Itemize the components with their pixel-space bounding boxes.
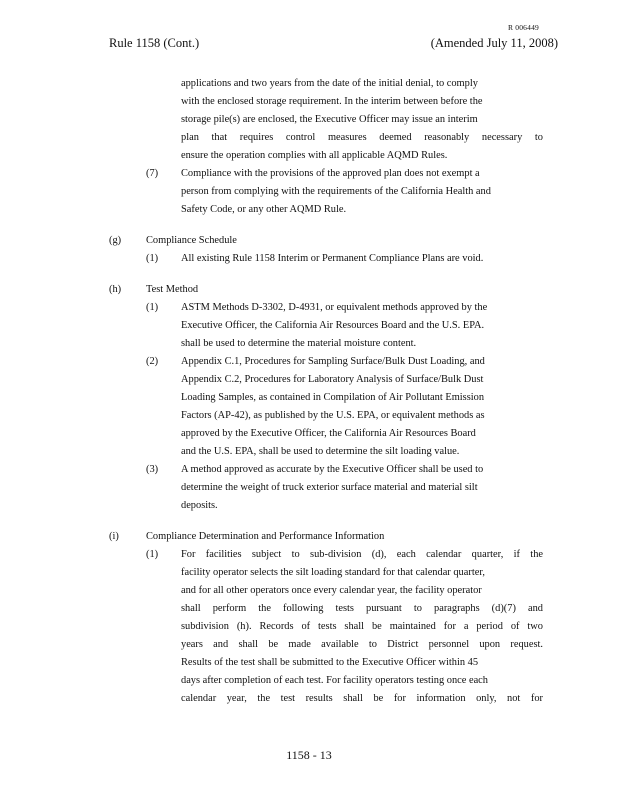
body-line: All existing Rule 1158 Interim or Permanent Compliance Plans are void.: [181, 253, 484, 264]
body-line: calendar year, the test results shall be for information only, not for: [181, 693, 543, 704]
body-line: subdivision (h). Records of tests shall be maintained for a period of two: [181, 621, 543, 632]
body-line: Factors (AP-42), as published by the U.S. EPA, or equivalent methods as: [181, 410, 485, 421]
subdivision-label: (g): [109, 235, 122, 246]
body-line: Loading Samples, as contained in Compilation of Air Pollutant Emission: [181, 392, 485, 403]
rule-continued-header: Rule 1158 (Cont.): [109, 36, 200, 50]
body-line: deposits.: [181, 500, 218, 511]
body-line: determine the weight of truck exterior surface material and material silt: [181, 482, 478, 493]
body-line: facility operator selects the silt loading standard for that calendar quarter,: [181, 567, 485, 578]
body-line: shall be used to determine the material moisture content.: [181, 338, 417, 349]
paragraph-number: (1): [146, 253, 159, 264]
body-line: person from complying with the requirements of the California Health and: [181, 186, 491, 197]
body-line: Results of the test shall be submitted to the Executive Officer within 45: [181, 657, 479, 668]
subdivision-label: (h): [109, 284, 122, 295]
body-line: ensure the operation complies with all applicable AQMD Rules.: [181, 150, 448, 161]
body-line: and the U.S. EPA, shall be used to determine the silt loading value.: [181, 446, 460, 457]
body-line: applications and two years from the date of the initial denial, to comply: [181, 78, 478, 89]
section-heading: Compliance Determination and Performance Information: [146, 531, 385, 542]
body-line: Appendix C.2, Procedures for Laboratory Analysis of Surface/Bulk Dust: [181, 374, 484, 385]
subdivision-label: (i): [109, 531, 119, 542]
body-line: days after completion of each test. For facility operators testing once each: [181, 675, 488, 686]
body-line: shall perform the following tests pursuant to paragraphs (d)(7) and: [181, 603, 543, 614]
body-line: Compliance with the provisions of the approved plan does not exempt a: [181, 168, 480, 179]
body-line: For facilities subject to sub-division (d), each calendar quarter, if the: [181, 549, 543, 560]
section-heading: Compliance Schedule: [146, 235, 237, 246]
section-heading: Test Method: [146, 284, 199, 295]
body-line: Executive Officer, the California Air Resources Board and the U.S. EPA.: [181, 320, 485, 331]
body-line: Appendix C.1, Procedures for Sampling Surface/Bulk Dust Loading, and: [181, 356, 485, 367]
paragraph-number: (7): [146, 168, 159, 179]
body-line: ASTM Methods D-3302, D-4931, or equivalent methods approved by the: [181, 302, 488, 313]
paragraph-number: (3): [146, 464, 159, 475]
body-line: and for all other operators once every calendar year, the facility operator: [181, 585, 482, 596]
paragraph-number: (1): [146, 549, 159, 560]
body-line: years and shall be made available to District personnel upon request.: [181, 639, 543, 650]
body-line: Safety Code, or any other AQMD Rule.: [181, 204, 347, 215]
body-line: with the enclosed storage requirement. In the interim between before the: [181, 96, 483, 107]
page-number: 1158 - 13: [286, 748, 332, 762]
body-line: storage pile(s) are enclosed, the Executive Officer may issue an interim: [181, 114, 478, 125]
body-line: plan that requires control measures deemed reasonably necessary to: [181, 132, 543, 143]
body-line: approved by the Executive Officer, the California Air Resources Board: [181, 428, 476, 439]
amended-date-header: (Amended July 11, 2008): [430, 36, 558, 50]
paragraph-number: (1): [146, 302, 159, 313]
paragraph-number: (2): [146, 356, 159, 367]
body-line: A method approved as accurate by the Executive Officer shall be used to: [181, 464, 484, 475]
document-control-stamp: R 006449: [508, 23, 539, 32]
